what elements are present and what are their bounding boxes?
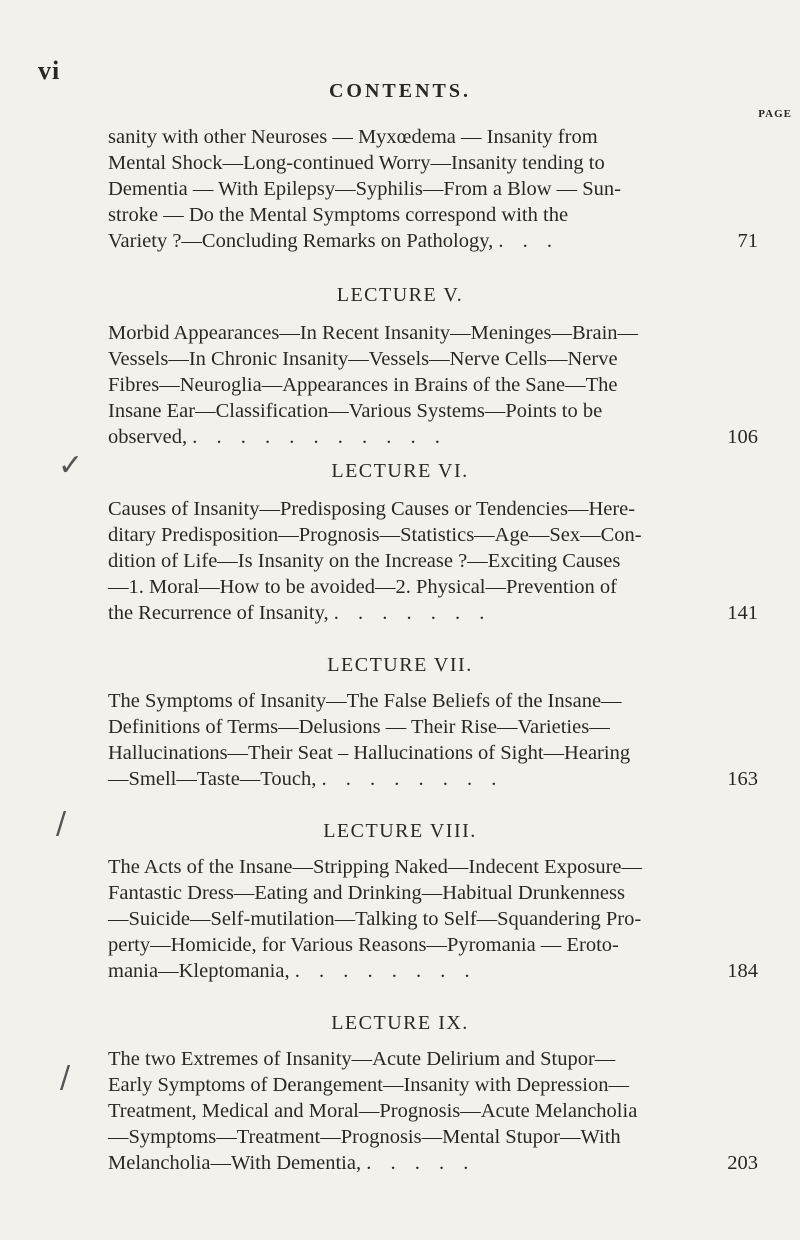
dot-leader: . . . . . — [366, 1152, 476, 1174]
entry-page-number: 184 — [727, 960, 758, 982]
entry-last-line — [108, 1150, 758, 1176]
entry-line: Definitions of Terms—Delusions — Their Rise—Varieties— — [108, 716, 610, 738]
entry-last-line — [108, 600, 758, 626]
toc-entry-lecture-7 — [108, 688, 758, 792]
entry-line: Mental Shock—Long-continued Worry—Insanity tending to — [108, 152, 605, 174]
entry-line: Dementia — With Epilepsy—Syphilis—From a Blow — Sun- — [108, 178, 621, 200]
entry-last-line — [108, 228, 758, 254]
dot-leader: . . . — [498, 230, 560, 252]
entry-line: The Symptoms of Insanity—The False Beliefs of the Insane— — [108, 690, 622, 712]
entry-page-number: 71 — [737, 230, 758, 252]
entry-text: Melancholia—With Dementia, — [108, 1152, 362, 1174]
entry-line: stroke — Do the Mental Symptoms correspond with the — [108, 204, 569, 226]
page-column-label: PAGE — [758, 108, 792, 120]
entry-line: sanity with other Neuroses — Myxœdema — Insanity from — [108, 126, 598, 148]
margin-check-mark: ✓ — [58, 448, 84, 483]
entry-line: Early Symptoms of Derangement—Insanity with Depression— — [108, 1074, 629, 1096]
lecture-heading: LECTURE IX. — [331, 1012, 469, 1034]
entry-line: —Suicide—Self-mutilation—Talking to Self—Squandering Pro- — [108, 908, 642, 930]
entry-line: Fantastic Dress—Eating and Drinking—Habitual Drunkenness — [108, 882, 625, 904]
dot-leader: . . . . . . . — [333, 602, 492, 624]
entry-last-line — [108, 424, 758, 450]
entry-text: observed, — [108, 426, 188, 448]
entry-line: perty—Homicide, for Various Reasons—Pyromania — Eroto- — [108, 934, 619, 956]
entry-page-number: 106 — [727, 426, 758, 448]
lecture-heading: LECTURE V. — [336, 284, 464, 306]
entry-line: The Acts of the Insane—Stripping Naked—Indecent Exposure— — [108, 856, 643, 878]
entry-text: —Smell—Taste—Touch, — [108, 768, 317, 790]
page-number-roman: vi — [38, 56, 61, 85]
dot-leader: . . . . . . . . — [321, 768, 504, 790]
margin-slash-mark: / — [60, 1060, 71, 1095]
entry-line: The two Extremes of Insanity—Acute Delirium and Stupor— — [108, 1048, 616, 1070]
entry-page-number: 163 — [727, 768, 758, 790]
entry-page-number: 203 — [727, 1152, 758, 1174]
page-title: CONTENTS. — [328, 80, 472, 102]
entry-line: Fibres—Neuroglia—Appearances in Brains of the Sane—The — [108, 374, 618, 396]
entry-line: Vessels—In Chronic Insanity—Vessels—Nerve Cells—Nerve — [108, 348, 618, 370]
entry-text: mania—Kleptomania, — [108, 960, 290, 982]
margin-slash-mark: / — [56, 806, 67, 841]
dot-leader: . . . . . . . . — [294, 960, 477, 982]
entry-line: —1. Moral—How to be avoided—2. Physical—Prevention of — [108, 576, 618, 598]
entry-line: —Symptoms—Treatment—Prognosis—Mental Stupor—With — [108, 1126, 621, 1148]
entry-line: Morbid Appearances—In Recent Insanity—Meninges—Brain— — [108, 322, 639, 344]
lecture-heading: LECTURE VIII. — [323, 820, 477, 842]
entry-line: Causes of Insanity—Predisposing Causes or Tendencies—Here- — [108, 498, 636, 520]
entry-last-line — [108, 766, 758, 792]
dot-leader: . . . . . . . . . . . — [192, 426, 447, 448]
entry-page-number: 141 — [727, 602, 758, 624]
entry-last-line — [108, 958, 758, 984]
lecture-heading: LECTURE VI. — [331, 460, 469, 482]
entry-line: Hallucinations—Their Seat – Hallucinations of Sight—Hearing — [108, 742, 631, 764]
toc-entry-lecture-8 — [108, 854, 758, 984]
entry-text: Variety ?—Concluding Remarks on Pathology, — [108, 230, 494, 252]
toc-entry-lecture-6 — [108, 496, 758, 626]
toc-entry-continued — [108, 124, 758, 254]
toc-entry-lecture-9 — [108, 1046, 758, 1176]
entry-text: the Recurrence of Insanity, — [108, 602, 329, 624]
lecture-heading: LECTURE VII. — [327, 654, 473, 676]
entry-line: Insane Ear—Classification—Various Systems—Points to be — [108, 400, 603, 422]
entry-line: dition of Life—Is Insanity on the Increase ?—Exciting Causes — [108, 550, 621, 572]
entry-line: ditary Predisposition—Prognosis—Statistics—Age—Sex—Con- — [108, 524, 642, 546]
toc-entry-lecture-5 — [108, 320, 758, 450]
entry-line: Treatment, Medical and Moral—Prognosis—Acute Melancholia — [108, 1100, 638, 1122]
